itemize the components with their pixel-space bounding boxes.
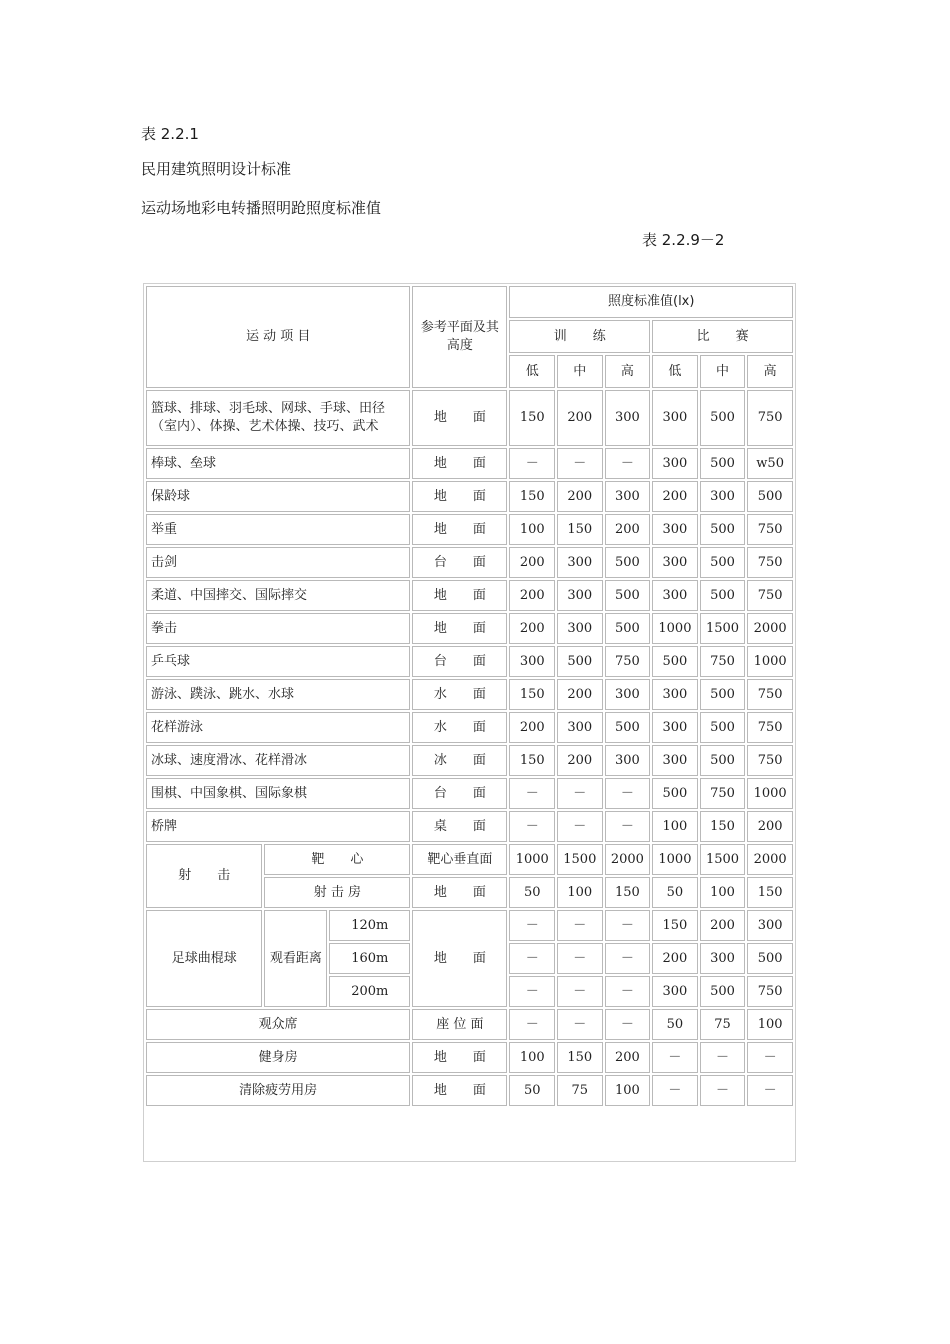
- value-cell: 300: [747, 910, 793, 941]
- value-cell: 100: [605, 1075, 651, 1106]
- value-cell: 750: [747, 547, 793, 578]
- value-cell: 200: [557, 481, 603, 512]
- value-cell: 300: [652, 679, 698, 710]
- header-level: 低: [652, 355, 698, 388]
- value-cell: 300: [557, 712, 603, 743]
- header-sport: 运 动 项 目: [146, 286, 410, 388]
- value-cell: 750: [747, 679, 793, 710]
- sport-name: 冰球、速度滑冰、花样滑冰: [146, 745, 410, 776]
- table-row: [146, 481, 793, 512]
- value-cell: 500: [652, 778, 698, 809]
- sport-name: 花样游泳: [146, 712, 410, 743]
- sport-name: 乒乓球: [146, 646, 410, 677]
- reference-plane: 地 面: [412, 448, 507, 479]
- sport-name: 围棋、中国象棋、国际象棋: [146, 778, 410, 809]
- value-cell: 750: [700, 646, 746, 677]
- table-row: [146, 580, 793, 611]
- header-competition: 比 赛: [652, 320, 793, 353]
- value-cell: 300: [652, 712, 698, 743]
- reference-plane: 台 面: [412, 547, 507, 578]
- value-cell: 500: [605, 613, 651, 644]
- viewing-distance-label: 观看距离: [264, 910, 327, 1007]
- value-cell: －: [557, 976, 603, 1007]
- value-cell: 75: [700, 1009, 746, 1040]
- sub-item: 靶 心: [264, 844, 410, 875]
- value-cell: 100: [509, 1042, 555, 1073]
- value-cell: 500: [700, 514, 746, 545]
- value-cell: －: [557, 811, 603, 842]
- header-level: 低: [509, 355, 555, 388]
- table-row: [146, 547, 793, 578]
- value-cell: 300: [605, 481, 651, 512]
- value-cell: 750: [747, 712, 793, 743]
- viewing-distance: 120m: [329, 910, 410, 941]
- value-cell: 100: [509, 514, 555, 545]
- value-cell: 500: [652, 646, 698, 677]
- reference-plane: 地 面: [412, 390, 507, 446]
- value-cell: 500: [700, 679, 746, 710]
- table-reference: 表 2.2.9－2: [642, 231, 725, 249]
- value-cell: 300: [652, 580, 698, 611]
- reference-plane: 水 面: [412, 712, 507, 743]
- reference-plane: 地 面: [412, 877, 507, 908]
- value-cell: 300: [652, 390, 698, 446]
- sport-name: 举重: [146, 514, 410, 545]
- value-cell: 300: [652, 448, 698, 479]
- value-cell: －: [509, 778, 555, 809]
- value-cell: 150: [509, 390, 555, 446]
- value-cell: 75: [557, 1075, 603, 1106]
- value-cell: 200: [700, 910, 746, 941]
- value-cell: －: [700, 1075, 746, 1106]
- header-training: 训 练: [509, 320, 650, 353]
- value-cell: 500: [700, 976, 746, 1007]
- value-cell: 750: [700, 778, 746, 809]
- value-cell: 1000: [652, 613, 698, 644]
- value-cell: －: [605, 943, 651, 974]
- table-row: [146, 778, 793, 809]
- table-row: [146, 745, 793, 776]
- header-level: 高: [605, 355, 651, 388]
- value-cell: 750: [747, 390, 793, 446]
- header-level: 中: [557, 355, 603, 388]
- value-cell: 300: [557, 580, 603, 611]
- value-cell: －: [747, 1075, 793, 1106]
- viewing-distance: 200m: [329, 976, 410, 1007]
- value-cell: 300: [700, 481, 746, 512]
- sport-name: 清除疲劳用房: [146, 1075, 410, 1106]
- value-cell: 200: [509, 547, 555, 578]
- table-row: [146, 679, 793, 710]
- table-row: [146, 1042, 793, 1073]
- value-cell: 1500: [700, 844, 746, 875]
- value-cell: 300: [605, 745, 651, 776]
- value-cell: 1500: [700, 613, 746, 644]
- value-cell: 200: [509, 712, 555, 743]
- value-cell: －: [605, 976, 651, 1007]
- value-cell: －: [509, 943, 555, 974]
- value-cell: 500: [700, 448, 746, 479]
- value-cell: 200: [747, 811, 793, 842]
- value-cell: 100: [652, 811, 698, 842]
- value-cell: 150: [509, 745, 555, 776]
- sport-name: 桥牌: [146, 811, 410, 842]
- value-cell: －: [557, 943, 603, 974]
- reference-plane: 水 面: [412, 679, 507, 710]
- value-cell: －: [557, 910, 603, 941]
- sport-name: 拳击: [146, 613, 410, 644]
- reference-plane: 地 面: [412, 613, 507, 644]
- value-cell: 1000: [747, 778, 793, 809]
- value-cell: －: [605, 811, 651, 842]
- value-cell: 300: [605, 390, 651, 446]
- table-row: [146, 811, 793, 842]
- value-cell: 300: [652, 745, 698, 776]
- table-row: [146, 448, 793, 479]
- reference-plane: 地 面: [412, 1042, 507, 1073]
- value-cell: w50: [747, 448, 793, 479]
- value-cell: 1000: [509, 844, 555, 875]
- value-cell: 50: [652, 1009, 698, 1040]
- value-cell: 750: [605, 646, 651, 677]
- table-row: [146, 910, 793, 941]
- value-cell: －: [509, 448, 555, 479]
- value-cell: 750: [747, 745, 793, 776]
- value-cell: 200: [652, 481, 698, 512]
- value-cell: 300: [557, 613, 603, 644]
- table-row: [146, 514, 793, 545]
- sport-name: 射 击: [146, 844, 262, 908]
- reference-plane: 靶心垂直面: [412, 844, 507, 875]
- value-cell: 1000: [652, 844, 698, 875]
- header-level: 高: [747, 355, 793, 388]
- sport-name: 观众席: [146, 1009, 410, 1040]
- header-level: 中: [700, 355, 746, 388]
- value-cell: 500: [700, 745, 746, 776]
- value-cell: 500: [700, 390, 746, 446]
- value-cell: －: [605, 778, 651, 809]
- table-row: [146, 712, 793, 743]
- value-cell: 50: [509, 1075, 555, 1106]
- value-cell: 100: [747, 1009, 793, 1040]
- value-cell: 500: [605, 547, 651, 578]
- value-cell: 150: [652, 910, 698, 941]
- value-cell: －: [509, 1009, 555, 1040]
- value-cell: 100: [700, 877, 746, 908]
- document-title: 民用建筑照明设计标准: [141, 160, 292, 178]
- value-cell: 500: [605, 580, 651, 611]
- table-row: [146, 844, 793, 875]
- value-cell: 150: [509, 481, 555, 512]
- reference-plane: 地 面: [412, 514, 507, 545]
- table-number: 表 2.2.1: [141, 125, 199, 143]
- value-cell: 200: [557, 390, 603, 446]
- header-illuminance-standard: 照度标准值(lx): [509, 286, 793, 318]
- value-cell: 200: [605, 1042, 651, 1073]
- value-cell: 2000: [747, 844, 793, 875]
- table-row: [146, 646, 793, 677]
- value-cell: －: [557, 778, 603, 809]
- reference-plane: 地 面: [412, 1075, 507, 1106]
- value-cell: 500: [605, 712, 651, 743]
- value-cell: －: [509, 910, 555, 941]
- table-subtitle: 运动场地彩电转播照明跄照度标准值: [141, 199, 382, 217]
- sport-name: 棒球、垒球: [146, 448, 410, 479]
- value-cell: 750: [747, 580, 793, 611]
- sport-name: 健身房: [146, 1042, 410, 1073]
- value-cell: －: [557, 1009, 603, 1040]
- value-cell: 200: [509, 580, 555, 611]
- sub-item: 射 击 房: [264, 877, 410, 908]
- value-cell: 500: [700, 712, 746, 743]
- value-cell: 300: [652, 976, 698, 1007]
- sport-name: 游泳、蹼泳、跳水、水球: [146, 679, 410, 710]
- sport-name: 击剑: [146, 547, 410, 578]
- sport-name: 篮球、排球、羽毛球、网球、手球、田径（室内）、体操、艺术体操、技巧、武术: [146, 390, 410, 446]
- header-reference-plane: 参考平面及其高度: [412, 286, 507, 388]
- value-cell: 500: [747, 481, 793, 512]
- value-cell: 150: [557, 514, 603, 545]
- value-cell: －: [605, 448, 651, 479]
- table-row: [146, 1009, 793, 1040]
- value-cell: 500: [557, 646, 603, 677]
- value-cell: 300: [509, 646, 555, 677]
- table-row: [146, 1075, 793, 1106]
- value-cell: 150: [557, 1042, 603, 1073]
- table-row: [146, 613, 793, 644]
- value-cell: －: [652, 1042, 698, 1073]
- sport-name: 柔道、中国摔交、国际摔交: [146, 580, 410, 611]
- value-cell: 2000: [747, 613, 793, 644]
- value-cell: 200: [509, 613, 555, 644]
- value-cell: 500: [700, 547, 746, 578]
- viewing-distance: 160m: [329, 943, 410, 974]
- reference-plane: 桌 面: [412, 811, 507, 842]
- value-cell: 300: [605, 679, 651, 710]
- reference-plane: 冰 面: [412, 745, 507, 776]
- reference-plane: 座 位 面: [412, 1009, 507, 1040]
- sport-name: 足球曲棍球: [146, 910, 262, 1007]
- illuminance-table-frame: [143, 283, 796, 1162]
- value-cell: 750: [747, 514, 793, 545]
- value-cell: －: [509, 811, 555, 842]
- value-cell: 50: [509, 877, 555, 908]
- value-cell: 200: [557, 679, 603, 710]
- reference-plane: 地 面: [412, 910, 507, 1007]
- value-cell: 300: [700, 943, 746, 974]
- value-cell: 300: [557, 547, 603, 578]
- value-cell: －: [605, 1009, 651, 1040]
- value-cell: －: [509, 976, 555, 1007]
- value-cell: 200: [605, 514, 651, 545]
- value-cell: －: [557, 448, 603, 479]
- value-cell: 200: [652, 943, 698, 974]
- reference-plane: 地 面: [412, 580, 507, 611]
- value-cell: 150: [700, 811, 746, 842]
- value-cell: 1000: [747, 646, 793, 677]
- table-row: [146, 390, 793, 446]
- value-cell: 2000: [605, 844, 651, 875]
- reference-plane: 台 面: [412, 778, 507, 809]
- value-cell: －: [747, 1042, 793, 1073]
- value-cell: 200: [557, 745, 603, 776]
- illuminance-table: [144, 284, 795, 1108]
- value-cell: 150: [605, 877, 651, 908]
- reference-plane: 地 面: [412, 481, 507, 512]
- sport-name: 保龄球: [146, 481, 410, 512]
- value-cell: －: [652, 1075, 698, 1106]
- value-cell: 150: [509, 679, 555, 710]
- value-cell: 150: [747, 877, 793, 908]
- value-cell: 750: [747, 976, 793, 1007]
- value-cell: －: [605, 910, 651, 941]
- value-cell: 300: [652, 547, 698, 578]
- value-cell: 50: [652, 877, 698, 908]
- value-cell: 100: [557, 877, 603, 908]
- value-cell: 500: [700, 580, 746, 611]
- value-cell: 300: [652, 514, 698, 545]
- value-cell: 1500: [557, 844, 603, 875]
- reference-plane: 台 面: [412, 646, 507, 677]
- value-cell: 500: [747, 943, 793, 974]
- value-cell: －: [700, 1042, 746, 1073]
